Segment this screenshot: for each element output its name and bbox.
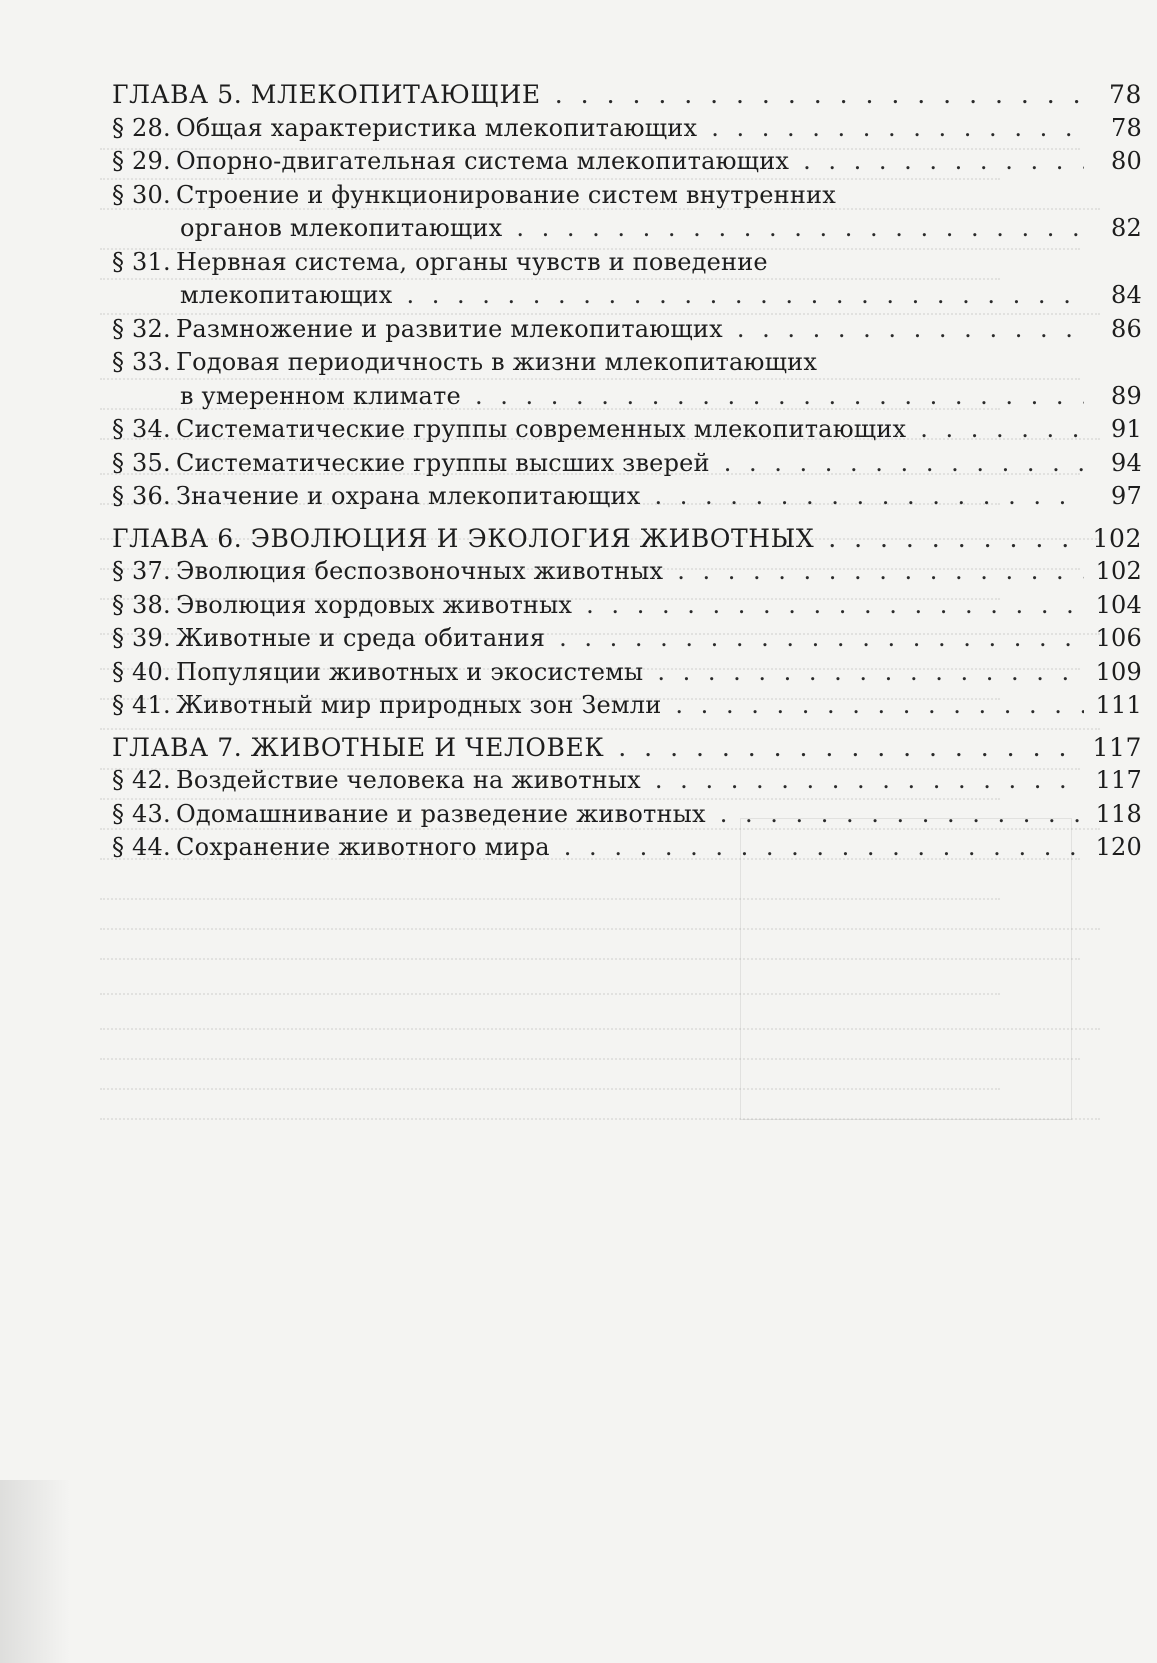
- page-number: 78: [1108, 80, 1142, 109]
- section-continuation-row: [112, 212, 1142, 246]
- section-title: в умеренном климате: [180, 381, 461, 410]
- section-row: [112, 798, 1142, 832]
- page-number: 111: [1095, 691, 1142, 719]
- page-number: 78: [1111, 113, 1142, 142]
- section-number: § 33.: [112, 348, 171, 376]
- ghost-line: [100, 1058, 1080, 1060]
- section-number: § 29.: [112, 147, 171, 175]
- section-title: Одомашнивание и разведение животных: [176, 799, 706, 828]
- ghost-line: [100, 928, 1100, 930]
- section-title: Общая характеристика млекопитающих: [176, 113, 698, 142]
- section-row-first-line: [112, 246, 1142, 280]
- ghost-line: [100, 958, 1080, 960]
- chapter-heading-row: [112, 522, 1142, 556]
- ghost-line: [100, 1028, 1100, 1030]
- page-edge-shadow: [0, 1480, 70, 1663]
- ghost-line: [100, 1118, 1100, 1120]
- section-title: Размножение и развитие млекопитающих: [176, 314, 723, 343]
- page-number: 120: [1095, 833, 1142, 861]
- section-title: Эволюция хордовых животных: [176, 590, 573, 619]
- page-number: 102: [1095, 557, 1142, 585]
- section-row: [112, 480, 1142, 514]
- section-title: Нервная система, органы чувств и поведение: [176, 247, 768, 276]
- section-row: [112, 656, 1142, 690]
- page-number: 104: [1095, 590, 1142, 619]
- dot-leader: [724, 447, 1084, 481]
- dot-leader: [920, 413, 1084, 447]
- page-number: 84: [1111, 281, 1142, 309]
- page-number: 102: [1092, 523, 1142, 553]
- section-number: § 35.: [112, 448, 171, 477]
- section-number: § 42.: [112, 766, 171, 794]
- page-number: 80: [1111, 147, 1142, 175]
- chapter-title: ГЛАВА 5. МЛЕКОПИТАЮЩИЕ: [112, 80, 541, 109]
- dot-leader: [406, 279, 1084, 313]
- section-number: § 28.: [112, 113, 171, 142]
- dot-leader: [475, 380, 1084, 414]
- chapter-heading-row: [112, 78, 1142, 112]
- dot-leader: [720, 798, 1084, 832]
- section-row: [112, 447, 1142, 481]
- page-number: 89: [1111, 381, 1142, 410]
- section-row: [112, 112, 1142, 146]
- page-number: 117: [1092, 732, 1142, 762]
- section-title: Эволюция беспозвоночных животных: [176, 557, 664, 585]
- section-number: § 34.: [112, 415, 171, 443]
- chapter-spacer: [112, 723, 1142, 731]
- section-row: [112, 555, 1142, 589]
- section-row: [112, 413, 1142, 447]
- section-number: § 43.: [112, 799, 171, 828]
- dot-leader: [828, 522, 1082, 556]
- dot-leader: [677, 555, 1084, 589]
- section-title: Систематические группы высших зверей: [176, 448, 710, 477]
- page-number: 86: [1111, 314, 1142, 343]
- section-number: § 30.: [112, 180, 171, 209]
- page-number: 109: [1095, 657, 1142, 686]
- section-row: [112, 589, 1142, 623]
- dot-leader: [555, 78, 1084, 112]
- ghost-line: [100, 1088, 1000, 1090]
- dot-leader: [803, 145, 1084, 179]
- page-number: 94: [1111, 448, 1142, 477]
- dot-leader: [516, 212, 1084, 246]
- page-number: 97: [1111, 482, 1142, 510]
- section-number: § 41.: [112, 691, 171, 719]
- section-number: § 44.: [112, 833, 171, 861]
- page-number: 91: [1111, 415, 1142, 443]
- section-row: [112, 622, 1142, 656]
- section-title: органов млекопитающих: [180, 214, 503, 242]
- section-number: § 37.: [112, 557, 171, 585]
- section-row: [112, 764, 1142, 798]
- section-title: Значение и охрана млекопитающих: [176, 482, 641, 510]
- dot-leader: [618, 731, 1082, 765]
- section-row: [112, 831, 1142, 865]
- chapter-title: ГЛАВА 7. ЖИВОТНЫЕ И ЧЕЛОВЕК: [112, 732, 605, 762]
- table-of-contents: [112, 78, 1142, 865]
- section-row: [112, 145, 1142, 179]
- section-number: § 38.: [112, 590, 171, 619]
- chapter-spacer: [112, 514, 1142, 522]
- section-number: § 40.: [112, 657, 171, 686]
- dot-leader: [559, 622, 1084, 656]
- page-number: 82: [1111, 214, 1142, 242]
- section-title: Строение и функционирование систем внутренних: [176, 180, 836, 209]
- section-title: Сохранение животного мира: [176, 833, 550, 861]
- section-title: Опорно-двигательная система млекопитающих: [176, 147, 790, 175]
- section-continuation-row: [112, 380, 1142, 414]
- section-row: [112, 313, 1142, 347]
- section-row-first-line: [112, 179, 1142, 213]
- section-title: млекопитающих: [180, 281, 393, 309]
- section-number: § 36.: [112, 482, 171, 510]
- section-row-first-line: [112, 346, 1142, 380]
- chapter-heading-row: [112, 731, 1142, 765]
- dot-leader: [654, 480, 1084, 514]
- dot-leader: [711, 112, 1084, 146]
- dot-leader: [564, 831, 1084, 865]
- page-number: 117: [1095, 766, 1142, 794]
- ghost-line: [100, 993, 1000, 995]
- section-title: Животный мир природных зон Земли: [176, 691, 662, 719]
- section-title: Систематические группы современных млекопитающих: [176, 415, 907, 443]
- section-continuation-row: [112, 279, 1142, 313]
- page-number: 118: [1095, 799, 1142, 828]
- section-title: Воздействие человека на животных: [176, 766, 641, 794]
- dot-leader: [675, 689, 1084, 723]
- dot-leader: [737, 313, 1084, 347]
- ghost-line: [100, 898, 1000, 900]
- section-title: Животные и среда обитания: [176, 624, 546, 652]
- dot-leader: [586, 589, 1084, 623]
- page-number: 106: [1095, 624, 1142, 652]
- dot-leader: [655, 764, 1084, 798]
- section-title: Годовая периодичность в жизни млекопитающих: [176, 348, 818, 376]
- section-number: § 32.: [112, 314, 171, 343]
- section-number: § 39.: [112, 624, 171, 652]
- dot-leader: [657, 656, 1084, 690]
- section-title: Популяции животных и экосистемы: [176, 657, 644, 686]
- chapter-title: ГЛАВА 6. ЭВОЛЮЦИЯ И ЭКОЛОГИЯ ЖИВОТНЫХ: [112, 523, 815, 553]
- section-row: [112, 689, 1142, 723]
- section-number: § 31.: [112, 247, 171, 276]
